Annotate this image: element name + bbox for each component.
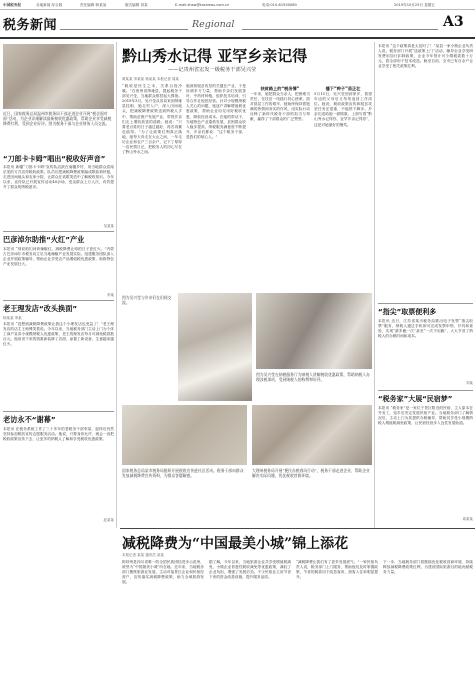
photo-community-event xyxy=(122,405,247,465)
right-column-body: 本报讯 “这个政策真是太及时了！”某县一家小微企业负责人说。税务部门开展“送政策上门”活动，辅导企业享受研发费用加计扣除政策，企业今年预计可少缴税款数十万元，将全部用于技术改造。截至目前，全市已有百余户企业享受了相关政策红利。 xyxy=(378,44,473,69)
lead-subhead: 扶贫路上的“税务情” xyxy=(260,86,300,91)
lead-subhead: 播下“种子”苗正壮 xyxy=(325,86,361,91)
section-title: 税务新闻 xyxy=(3,18,58,33)
email-label: E-mail:zhsw@taxnews.com.cn xyxy=(175,3,230,7)
lead-subtitle: ——记贵州省宏发一级税务干部吴兴莹 xyxy=(168,67,257,73)
story-body: 本报讯 “税务家”是一家位于景区附近的民宿，主人原本在外务工，返乡后决定发展民宿产业。当地税务部门了解情况后，主动上门为其提供办税辅导，帮助其享受小规模纳税人增值税减免政策，让民宿经营步入良性发展轨道。 xyxy=(378,406,473,426)
section-masthead xyxy=(0,10,475,38)
story-byline: 吴某某 xyxy=(103,224,114,228)
bottom-story-col3: “减税降费让我们有了更多发展底气。”一家民宿负责人说，税务部门上门服务，帮助他们及时掌握政策，节省的税款用于改造客房，游客入住率明显提升。 xyxy=(296,560,378,580)
photo-caption: 近日，国家税务总局温州市税务局干部走进企业开展“税企面对面”活动，为企业详细解读最新税收优惠政策，帮助企业享受减税降费红利，受到企业好评。图为税务干部与企业财务人员交流。 xyxy=(3,111,112,127)
lead-body-col2: 她深知脱贫攻坚的关键在产业，于是协调多方力量，帮助乡亲们发展茶叶、中药材种植，组织技术培训，引导合作社规范经营。针对小规模纳税人关心的问题，她逐户讲解增值税优惠政策，帮助企业用足用好税收优惠，降低经营成本。在她的带动下，当地特色产业蓬勃发展，贫困群众收入稳步提高，纳税服务满意度不断提升，乡亲们都说：“这个税务干部，是我们的贴心人。” xyxy=(186,84,246,139)
lead-byline: 黄某某 李某某 杨某某 本报记者 周某 xyxy=(122,77,179,81)
story-body: 本报讯 近日，江苏省某市税务局推出电子发票“指尖取票”服务，纳税人通过手机即可完成发票申领、开具和查验，实现“最多跑一次”甚至“一次不用跑”，大大节省了纳税人的办税时间和成本。 xyxy=(378,319,473,339)
bottom-story-col2: 据了解，今年以来，当地旅游企业共享受增值税减免、小微企业普惠性税收减免等优惠政策，减轻了企业负担，增强了发展后劲。不少民宿业主用节省下来的资金改善设施、提升服务品质。 xyxy=(209,560,291,580)
bottom-story-col4: 下一步，当地税务部门将继续优化税收营商环境，持续释放减税降费政策红利，为建设国际旅游目的地贡献税务力量。 xyxy=(383,560,473,575)
regional-label: Regional xyxy=(192,19,235,30)
masthead-rule-left xyxy=(60,29,188,30)
story-separator xyxy=(3,411,114,412)
lead-body-col3: 一年来，她把群众当亲人，把困难当责任，在扶贫一线践行初心使命。面对基层工作的艰辛，她始终保持着饱满的热情和务实的作风，用实际行动诠释了新时代税务干部的担当与奉献，赢得了干部群众的广泛赞誉。 xyxy=(250,92,310,122)
story-headline: 老王理发店“改头换面” xyxy=(3,304,78,313)
date-label: 2019年10月25日 星期五 xyxy=(394,3,435,7)
story-separator xyxy=(378,390,473,391)
story-headline: “指尖”取票便利多 xyxy=(378,308,437,316)
photo-enterprise-visit xyxy=(252,405,372,465)
page-number: A3 xyxy=(443,14,464,30)
editor-label: 责任编辑 韩某某 xyxy=(80,3,107,7)
photo-officer-portrait xyxy=(178,293,252,401)
lead-body-col1: “税收是民生之本，关系百姓冷暖。”在贵州省纳雍县，提起税务干部吴兴莹，当地群众都竖起大拇指。2019年3月，吴兴莹从省局来到纳雍县挂职，她走村入户，深入田间地头，把减税降费政策送到纳税人手中，帮助贫困户发展产业，带领乡亲们走上增收致富的道路。她说：“只要老百姓的日子越过越好，再苦再累也值得。”为了让政策红利真正落地，她每天奔走在大山之间，一年走访企业和农户三百余户，记下了厚厚一沓民情日记，把税务人的初心写在了黔山秀水之间。 xyxy=(122,84,182,155)
story-body: 本报讯 “别说咱们河套辣椒红，减税降费让咱的日子更红火。”内蒙古巴彦淖尔市税务局立足当地辣椒产业发展实际，组建服务团队深入企业开展政策辅导，帮助企业享受农产品增值税优惠政策，助推特色产业发展壮大。 xyxy=(3,247,114,267)
photo-service-hall xyxy=(256,293,372,369)
lead-headline: 黔山秀水记得 亚罕乡亲记得 xyxy=(122,47,308,65)
story-separator xyxy=(3,231,114,232)
edition-label: 各地新闻 综合版 xyxy=(36,3,63,7)
lead-body-col4: 5月15日，吴兴莹回到家乡，看望年迈的父母后又匆匆返回工作岗位。她说，税收政策宣传和脱贫攻坚任务还很重，不能停下脚步。乡亲们送给她一面锦旗，上面写着“黔山秀水记得你，亚罕乡亲记得你”，这是对她最好的褒奖。 xyxy=(314,92,372,127)
story-headline: “税务家”大展“民宿梦” xyxy=(378,395,453,403)
paper-name: 中国税务报 xyxy=(3,3,21,7)
photo-caption: 图为吴兴莹在纳税服务厅为纳税人讲解税收优惠政策，帮助纳税人办理涉税事项，受到纳税人的称赞和好评。 xyxy=(256,372,370,383)
masthead-rule-right xyxy=(242,29,438,30)
story-headline: 巴彦淖尔助推“火红”产业 xyxy=(3,235,85,244)
story-byline: 周某某 xyxy=(462,517,473,521)
bottom-story-col1: 阿坝州是四川省唯一的全国民族团结进步示范州，被誉为“中国最美小城”所在地。近年来，当地税务部门聚焦旅游业发展，主动对接景区企业和民宿经营户，宣传落实减税降费政策，助力全域旅游发展。 xyxy=(122,560,204,585)
story-headline: 老访永不“谢幕” xyxy=(3,415,56,424)
photo-caption: 图为吴兴莹与乡亲们在田间交流。 xyxy=(122,295,172,306)
bottom-story-rule xyxy=(120,528,475,529)
designer-label: 版式编辑 刘某 xyxy=(125,3,148,7)
phone-label: 电话:010-61930080 xyxy=(262,3,297,7)
header-strip xyxy=(0,0,475,10)
story-byline: 赵某某 xyxy=(103,518,114,522)
story-body: 本报讯 新疆“刀郎卡卡姆”宣传队活跃在南疆乡村，用当地群众喜闻乐见的方式宣传税收政策。队员们把减税降费政策编成歌曲和快板，走进田间地头和农家小院，让群众在欢歌笑语中了解税收知识。今年以来，宣传队已开展宣传活动40余场，受众群众上万人次，有效提升了群众的纳税意识。 xyxy=(3,165,114,190)
story-body: 本报讯 在税务系统工作了三十多年的老税务干部李某，退休后仍然坚持参加税收宣传志愿服务活动。他说，只要身体允许，就会一直把税收政策宣传下去，让更多的纳税人了解和享受税收优惠政策。 xyxy=(3,427,114,442)
story-headline: “刀郎卡卡姆”唱出“税收好声音” xyxy=(3,155,106,163)
story-separator xyxy=(378,303,473,304)
photo-caption: 国家税务总局某市税务局组织开展税收宣传进社区活动。税务干部向群众发放减税降费宣传资料，为群众答疑解惑。 xyxy=(122,468,244,479)
column-divider xyxy=(374,42,375,528)
masthead-divider xyxy=(0,37,475,39)
column-divider xyxy=(116,42,117,528)
bottom-story-headline: 减税降费为“中国最美小城”锦上添花 xyxy=(122,536,349,552)
story-byline: 李某 xyxy=(107,293,114,297)
story-byline: 刘某 xyxy=(466,381,473,385)
story-byline: 杨某某 李某 xyxy=(3,316,22,320)
story-body: 本报讯 “没想到减税降费政策让我这个小理发店也受益了！”老王理发店的店主王师傅笑着说。今年以来，当地税务部门主动上门为个体工商户宣讲小规模纳税人优惠政策，老王的理发店每月可减免税款数百元。他用省下来的钱重新装修了店面，添置了新设备，生意越来越红火。 xyxy=(3,322,114,347)
bottom-story-byline: 本报记者 某某 通讯员 某某 xyxy=(122,553,164,557)
photo-caption: 大理州税务局开展“便民办税春风行动”，税务干部走进企业，帮助企业解决实际问题，优化税收营商环境。 xyxy=(252,468,370,479)
photo-tax-officers xyxy=(3,44,114,109)
story-separator xyxy=(3,300,114,301)
